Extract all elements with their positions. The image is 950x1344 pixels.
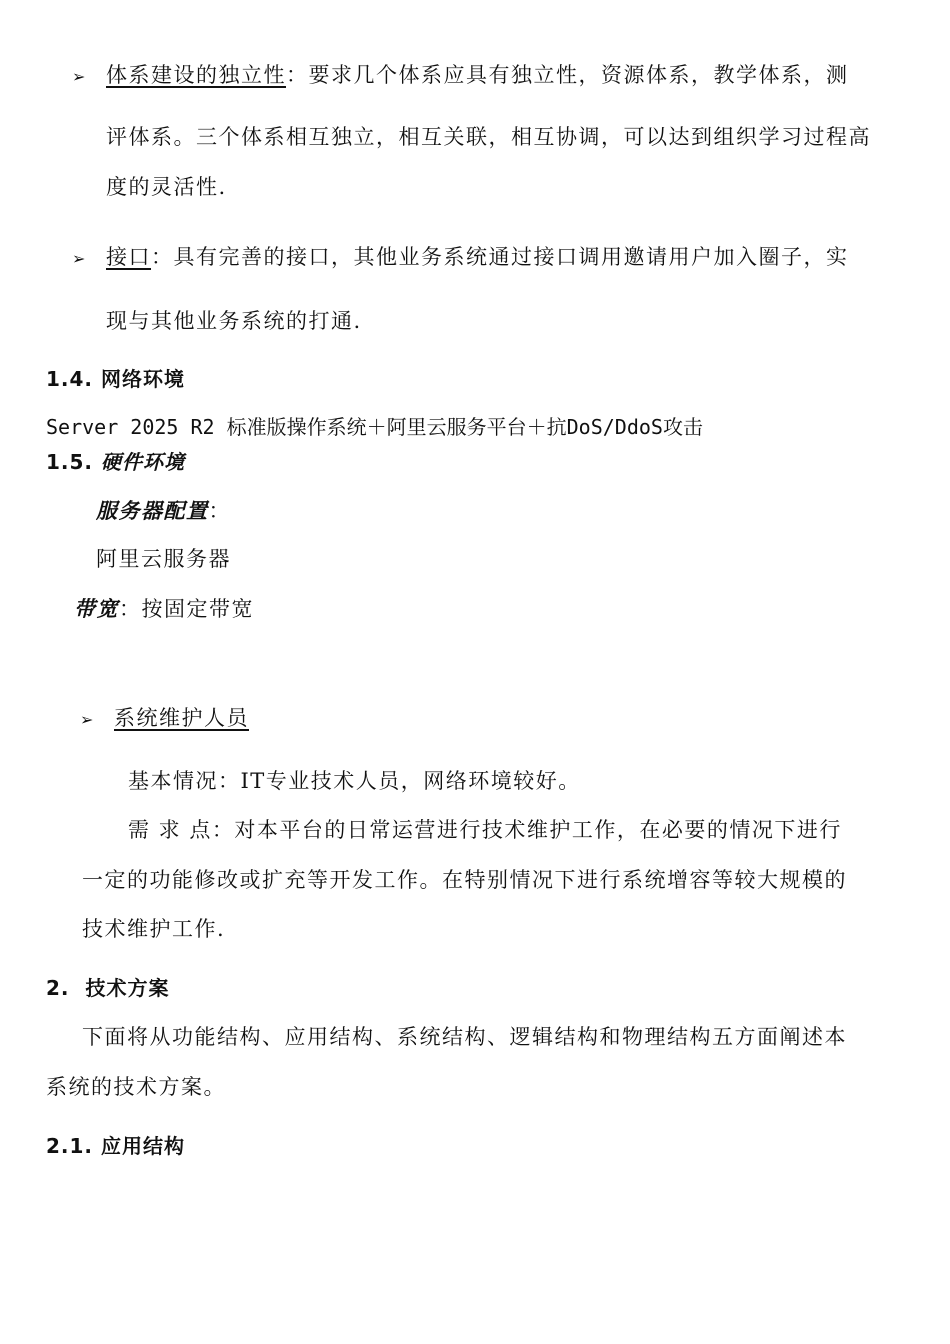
server-config-label: 服务器配置： <box>96 498 231 523</box>
bullet-independence-line2: 评体系。三个体系相互独立，相互关联，相互协调，可以达到组织学习过程高 <box>106 125 871 149</box>
section-2-intro-line2: 系统的技术方案。 <box>46 1075 226 1099</box>
bullet-arrow-icon: ➢ <box>72 249 86 268</box>
bullet-arrow-icon: ➢ <box>80 710 94 729</box>
maintainers-basic: 基本情况：IT专业技术人员，网络环境较好。 <box>128 769 581 793</box>
bullet-interface-term: 接口 <box>106 245 151 269</box>
maintainers-title: 系统维护人员 <box>114 706 249 730</box>
section-1-4-heading: 1.4. 网络环境 <box>46 367 185 391</box>
maintainers-needs-line1: 需 求 点：对本平台的日常运营进行技术维护工作，在必要的情况下进行 <box>128 818 842 842</box>
maintainers-needs-line2: 一定的功能修改或扩充等开发工作。在特别情况下进行系统增容等较大规模的 <box>82 868 847 892</box>
section-1-4-body: Server 2025 R2 标准版操作系统＋阿里云服务平台＋抗DoS/DdoS攻击 <box>46 415 703 439</box>
section-2-intro-line1: 下面将从功能结构、应用结构、系统结构、逻辑结构和物理结构五方面阐述本 <box>82 1025 847 1049</box>
section-2-heading: 2. 技术方案 <box>46 976 170 1000</box>
section-1-5-heading: 1.5. 硬件环境 <box>46 450 185 474</box>
bullet-interface-line2: 现与其他业务系统的打通. <box>106 309 362 333</box>
section-2-1-heading: 2.1. 应用结构 <box>46 1134 185 1158</box>
bullet-arrow-icon: ➢ <box>72 67 86 86</box>
bullet-independence-line1: 体系建设的独立性：要求几个体系应具有独立性，资源体系，教学体系，测 <box>106 63 849 87</box>
bullet-independence-term: 体系建设的独立性 <box>106 63 286 87</box>
server-config-value: 阿里云服务器 <box>96 547 231 571</box>
bullet-interface-line1: 接口：具有完善的接口，其他业务系统通过接口调用邀请用户加入圈子，实 <box>106 245 849 269</box>
bullet-independence-line3: 度的灵活性. <box>106 175 227 199</box>
bandwidth-line: 带宽：按固定带宽 <box>74 596 254 621</box>
maintainers-needs-line3: 技术维护工作. <box>82 917 226 941</box>
